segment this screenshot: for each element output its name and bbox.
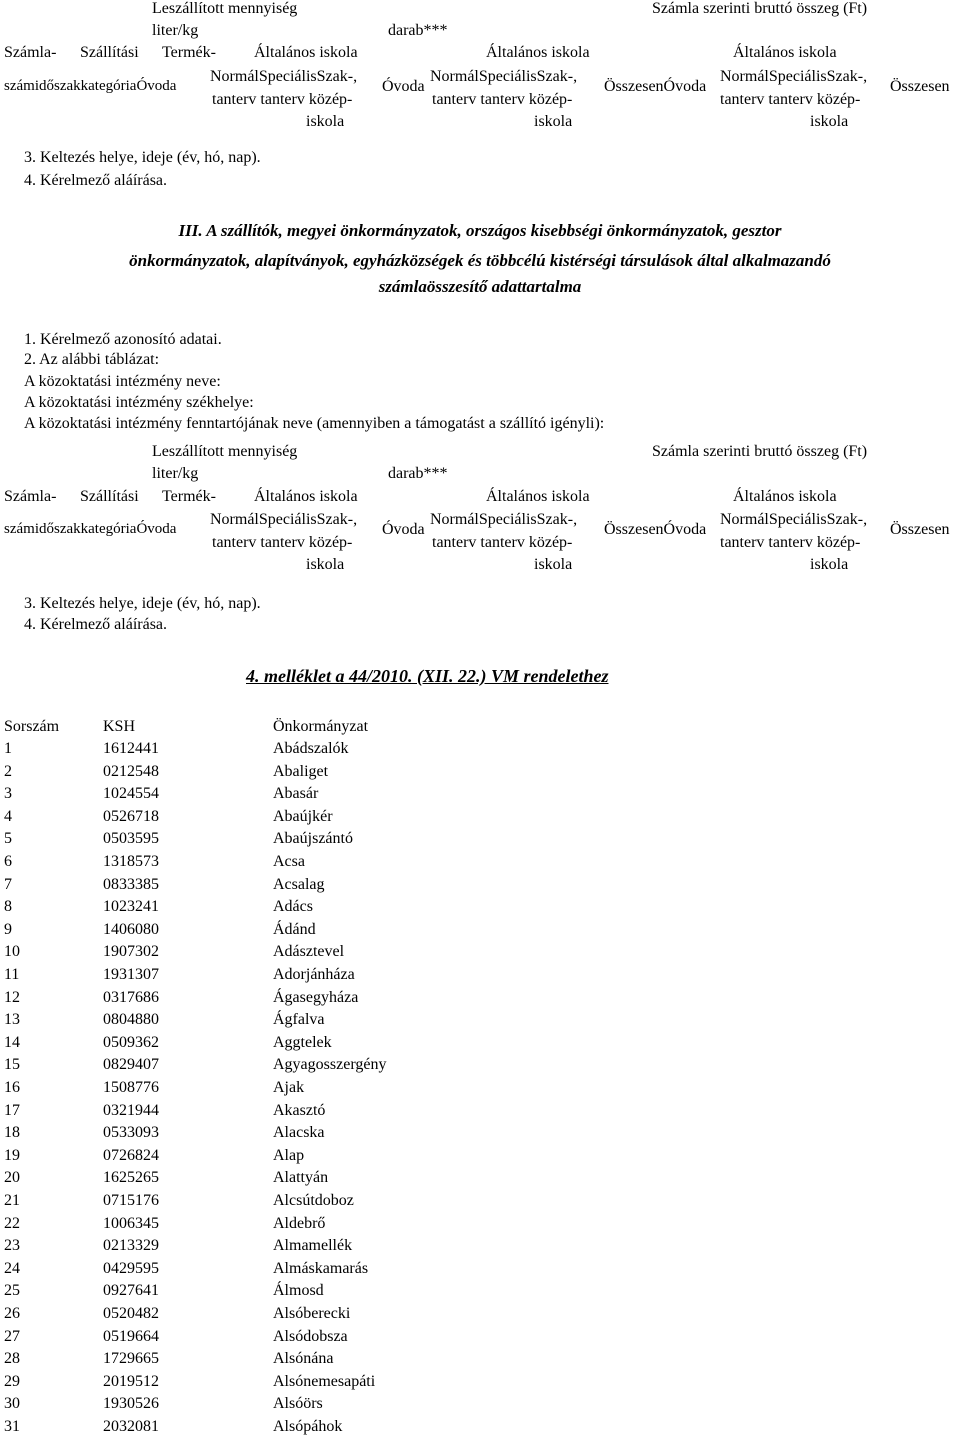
row-ksh: 1024554	[103, 785, 159, 802]
row-onkormanyzat: Adorjánháza	[273, 966, 355, 983]
row-ksh: 1006345	[103, 1215, 159, 1232]
row-ksh: 0829407	[103, 1056, 159, 1073]
row-onkormanyzat: Ágasegyháza	[273, 989, 359, 1006]
leszallitott-mennyiseg-label: Leszállított mennyiség	[152, 443, 298, 460]
alabbi-tablazat-item: 2. Az alábbi táblázat:	[24, 351, 160, 368]
row-ksh: 1612441	[103, 740, 159, 757]
row-sorszam: 3	[4, 785, 12, 802]
row-ksh: 2032081	[103, 1418, 159, 1435]
iskola-label-1: iskola	[306, 556, 345, 573]
row-ksh: 0526718	[103, 808, 159, 825]
row-ksh: 0927641	[103, 1282, 159, 1299]
row-sorszam: 28	[4, 1350, 20, 1367]
row-ksh: 0833385	[103, 876, 159, 893]
row-onkormanyzat: Agyagosszergény	[273, 1056, 387, 1073]
liter-kg-label: liter/kg	[152, 22, 199, 39]
szallitasi-col-label: Szállítási	[80, 44, 139, 61]
row-sorszam: 4	[4, 808, 12, 825]
iskola-label-3: iskola	[810, 113, 849, 130]
row-ksh: 0804880	[103, 1011, 159, 1028]
row-onkormanyzat: Ágfalva	[273, 1011, 325, 1028]
row-sorszam: 18	[4, 1124, 20, 1141]
header-sorszam: Sorszám	[4, 718, 60, 735]
termek-col-label: Termék-	[162, 44, 216, 61]
keltezes-item-1: 3. Keltezés helye, ideje (év, hó, nap).	[24, 149, 261, 166]
row-sorszam: 14	[4, 1034, 20, 1051]
szamla-osszeg-label: Számla szerinti bruttó összeg (Ft)	[652, 0, 868, 17]
row-sorszam: 13	[4, 1011, 20, 1028]
section-iii-heading-line-2: önkormányzatok, alapítványok, egyházközségek és többcélú kistérségi társulások által alkalmazandó	[129, 251, 831, 270]
row-onkormanyzat: Adásztevel	[273, 943, 345, 960]
row-sorszam: 5	[4, 830, 12, 847]
row-onkormanyzat: Alap	[273, 1147, 305, 1164]
tanterv-kozep-label-1: tanterv tanterv közép-	[212, 534, 353, 551]
szamidoszak-kategoria-ovoda-label: számidőszakkategóriaÓvoda	[4, 78, 177, 94]
header-onkormanyzat: Önkormányzat	[273, 718, 369, 735]
row-ksh: 1931307	[103, 966, 159, 983]
osszesen-label-1: Összesen	[890, 78, 950, 95]
row-onkormanyzat: Akasztó	[273, 1102, 326, 1119]
row-sorszam: 30	[4, 1395, 20, 1412]
normal-specialis-szak-label-2: NormálSpeciálisSzak-,	[430, 68, 578, 85]
row-sorszam: 15	[4, 1056, 20, 1073]
row-sorszam: 22	[4, 1215, 20, 1232]
tanterv-kozep-label-1: tanterv tanterv közép-	[212, 91, 353, 108]
row-onkormanyzat: Aggtelek	[273, 1034, 332, 1051]
row-ksh: 0519664	[103, 1328, 159, 1345]
row-sorszam: 16	[4, 1079, 20, 1096]
termek-col-label: Termék-	[162, 488, 216, 505]
row-onkormanyzat: Alsóörs	[273, 1395, 323, 1412]
altalanos-iskola-label-2: Általános iskola	[486, 488, 590, 505]
row-onkormanyzat: Acsalag	[273, 876, 325, 893]
iskola-label-2: iskola	[534, 556, 573, 573]
row-ksh: 0317686	[103, 989, 159, 1006]
row-onkormanyzat: Alsódobsza	[273, 1328, 348, 1345]
normal-specialis-szak-label-2: NormálSpeciálisSzak-,	[430, 511, 578, 528]
intezmeny-neve-label: A közoktatási intézmény neve:	[24, 373, 221, 390]
leszallitott-mennyiseg-label: Leszállított mennyiség	[152, 0, 298, 17]
row-ksh: 0321944	[103, 1102, 159, 1119]
iskola-label-2: iskola	[534, 113, 573, 130]
row-ksh: 0726824	[103, 1147, 159, 1164]
row-ksh: 0509362	[103, 1034, 159, 1051]
row-sorszam: 25	[4, 1282, 20, 1299]
row-ksh: 0429595	[103, 1260, 159, 1277]
row-onkormanyzat: Abaújkér	[273, 808, 333, 825]
row-onkormanyzat: Alsópáhok	[273, 1418, 343, 1435]
szallitasi-col-label: Szállítási	[80, 488, 139, 505]
row-sorszam: 21	[4, 1192, 20, 1209]
altalanos-iskola-label-2: Általános iskola	[486, 44, 590, 61]
iskola-label-1: iskola	[306, 113, 345, 130]
normal-specialis-szak-label-3: NormálSpeciálisSzak-,	[720, 511, 868, 528]
row-onkormanyzat: Alcsútdoboz	[273, 1192, 354, 1209]
keltezes-item-2: 3. Keltezés helye, ideje (év, hó, nap).	[24, 595, 261, 612]
row-ksh: 0213329	[103, 1237, 159, 1254]
row-ksh: 0715176	[103, 1192, 159, 1209]
row-ksh: 1318573	[103, 853, 159, 870]
row-sorszam: 1	[4, 740, 12, 757]
row-ksh: 1625265	[103, 1169, 159, 1186]
row-sorszam: 27	[4, 1328, 20, 1345]
row-ksh: 1907302	[103, 943, 159, 960]
normal-specialis-szak-label-3: NormálSpeciálisSzak-,	[720, 68, 868, 85]
row-onkormanyzat: Alsónána	[273, 1350, 334, 1367]
szamla-osszeg-label: Számla szerinti bruttó összeg (Ft)	[652, 443, 868, 460]
section-iii-heading-line-1: III. A szállítók, megyei önkormányzatok, országos kisebbségi önkormányzatok, gesztor	[178, 221, 782, 240]
ovoda-label-1: Óvoda	[382, 521, 425, 538]
row-sorszam: 8	[4, 898, 12, 915]
darab-label: darab***	[388, 465, 448, 482]
row-onkormanyzat: Abaújszántó	[273, 830, 353, 847]
osszesen-ovoda-label-1: ÖsszesenÓvoda	[604, 78, 707, 95]
darab-label: darab***	[388, 22, 448, 39]
row-ksh: 1508776	[103, 1079, 159, 1096]
row-onkormanyzat: Aldebrő	[273, 1215, 326, 1232]
row-ksh: 1406080	[103, 921, 159, 938]
osszesen-label-1: Összesen	[890, 521, 950, 538]
row-onkormanyzat: Alsóberecki	[273, 1305, 351, 1322]
row-sorszam: 17	[4, 1102, 20, 1119]
row-ksh: 0212548	[103, 763, 159, 780]
osszesen-ovoda-label-1: ÖsszesenÓvoda	[604, 521, 707, 538]
row-sorszam: 10	[4, 943, 20, 960]
row-sorszam: 31	[4, 1418, 20, 1435]
ovoda-label-1: Óvoda	[382, 78, 425, 95]
row-sorszam: 12	[4, 989, 20, 1006]
row-ksh: 1930526	[103, 1395, 159, 1412]
altalanos-iskola-label-1: Általános iskola	[254, 44, 358, 61]
row-sorszam: 29	[4, 1373, 20, 1390]
normal-specialis-szak-label-1: NormálSpeciálisSzak-,	[210, 68, 358, 85]
row-sorszam: 2	[4, 763, 12, 780]
tanterv-kozep-label-2: tanterv tanterv közép-	[432, 91, 573, 108]
section-iii-heading-line-3: számlaösszesítő adattartalma	[378, 277, 582, 296]
row-onkormanyzat: Abasár	[273, 785, 319, 802]
row-sorszam: 23	[4, 1237, 20, 1254]
szamla-col-label: Számla-	[4, 44, 57, 61]
kerelmezo-azonosito-item: 1. Kérelmező azonosító adatai.	[24, 331, 222, 348]
kerelmezo-alairasa-item-1: 4. Kérelmező aláírása.	[24, 172, 168, 189]
row-onkormanyzat: Ádánd	[273, 921, 316, 938]
row-ksh: 0520482	[103, 1305, 159, 1322]
annex-title: 4. melléklet a 44/2010. (XII. 22.) VM rendelethez	[246, 666, 609, 686]
intezmeny-fenntarto-label: A közoktatási intézmény fenntartójának neve (amennyiben a támogatást a szállító igényli):	[24, 415, 605, 432]
row-sorszam: 9	[4, 921, 12, 938]
altalanos-iskola-label-3: Általános iskola	[733, 44, 837, 61]
row-onkormanyzat: Acsa	[273, 853, 305, 870]
tanterv-kozep-label-3: tanterv tanterv közép-	[720, 534, 861, 551]
row-ksh: 2019512	[103, 1373, 159, 1390]
row-sorszam: 11	[4, 966, 20, 983]
row-sorszam: 20	[4, 1169, 20, 1186]
row-onkormanyzat: Ajak	[273, 1079, 305, 1096]
row-onkormanyzat: Adács	[273, 898, 313, 915]
row-ksh: 1023241	[103, 898, 159, 915]
altalanos-iskola-label-3: Általános iskola	[733, 488, 837, 505]
szamidoszak-kategoria-ovoda-label: számidőszakkategóriaÓvoda	[4, 521, 177, 537]
iskola-label-3: iskola	[810, 556, 849, 573]
row-sorszam: 19	[4, 1147, 20, 1164]
row-ksh: 0533093	[103, 1124, 159, 1141]
row-onkormanyzat: Alsónemesapáti	[273, 1373, 376, 1390]
row-ksh: 1729665	[103, 1350, 159, 1367]
normal-specialis-szak-label-1: NormálSpeciálisSzak-,	[210, 511, 358, 528]
row-sorszam: 26	[4, 1305, 20, 1322]
row-sorszam: 6	[4, 853, 12, 870]
row-onkormanyzat: Almáskamarás	[273, 1260, 369, 1277]
tanterv-kozep-label-2: tanterv tanterv közép-	[432, 534, 573, 551]
header-ksh: KSH	[103, 718, 136, 735]
szamla-col-label: Számla-	[4, 488, 57, 505]
tanterv-kozep-label-3: tanterv tanterv közép-	[720, 91, 861, 108]
row-onkormanyzat: Abaliget	[273, 763, 329, 780]
row-sorszam: 7	[4, 876, 12, 893]
row-onkormanyzat: Álmosd	[273, 1282, 324, 1299]
kerelmezo-alairasa-item-2: 4. Kérelmező aláírása.	[24, 616, 168, 633]
altalanos-iskola-label-1: Általános iskola	[254, 488, 358, 505]
row-onkormanyzat: Alacska	[273, 1124, 325, 1141]
liter-kg-label: liter/kg	[152, 465, 199, 482]
row-onkormanyzat: Almamellék	[273, 1237, 353, 1254]
intezmeny-szekhelye-label: A közoktatási intézmény székhelye:	[24, 394, 254, 411]
row-ksh: 0503595	[103, 830, 159, 847]
row-sorszam: 24	[4, 1260, 20, 1277]
row-onkormanyzat: Alattyán	[273, 1169, 329, 1186]
row-onkormanyzat: Abádszalók	[273, 740, 349, 757]
